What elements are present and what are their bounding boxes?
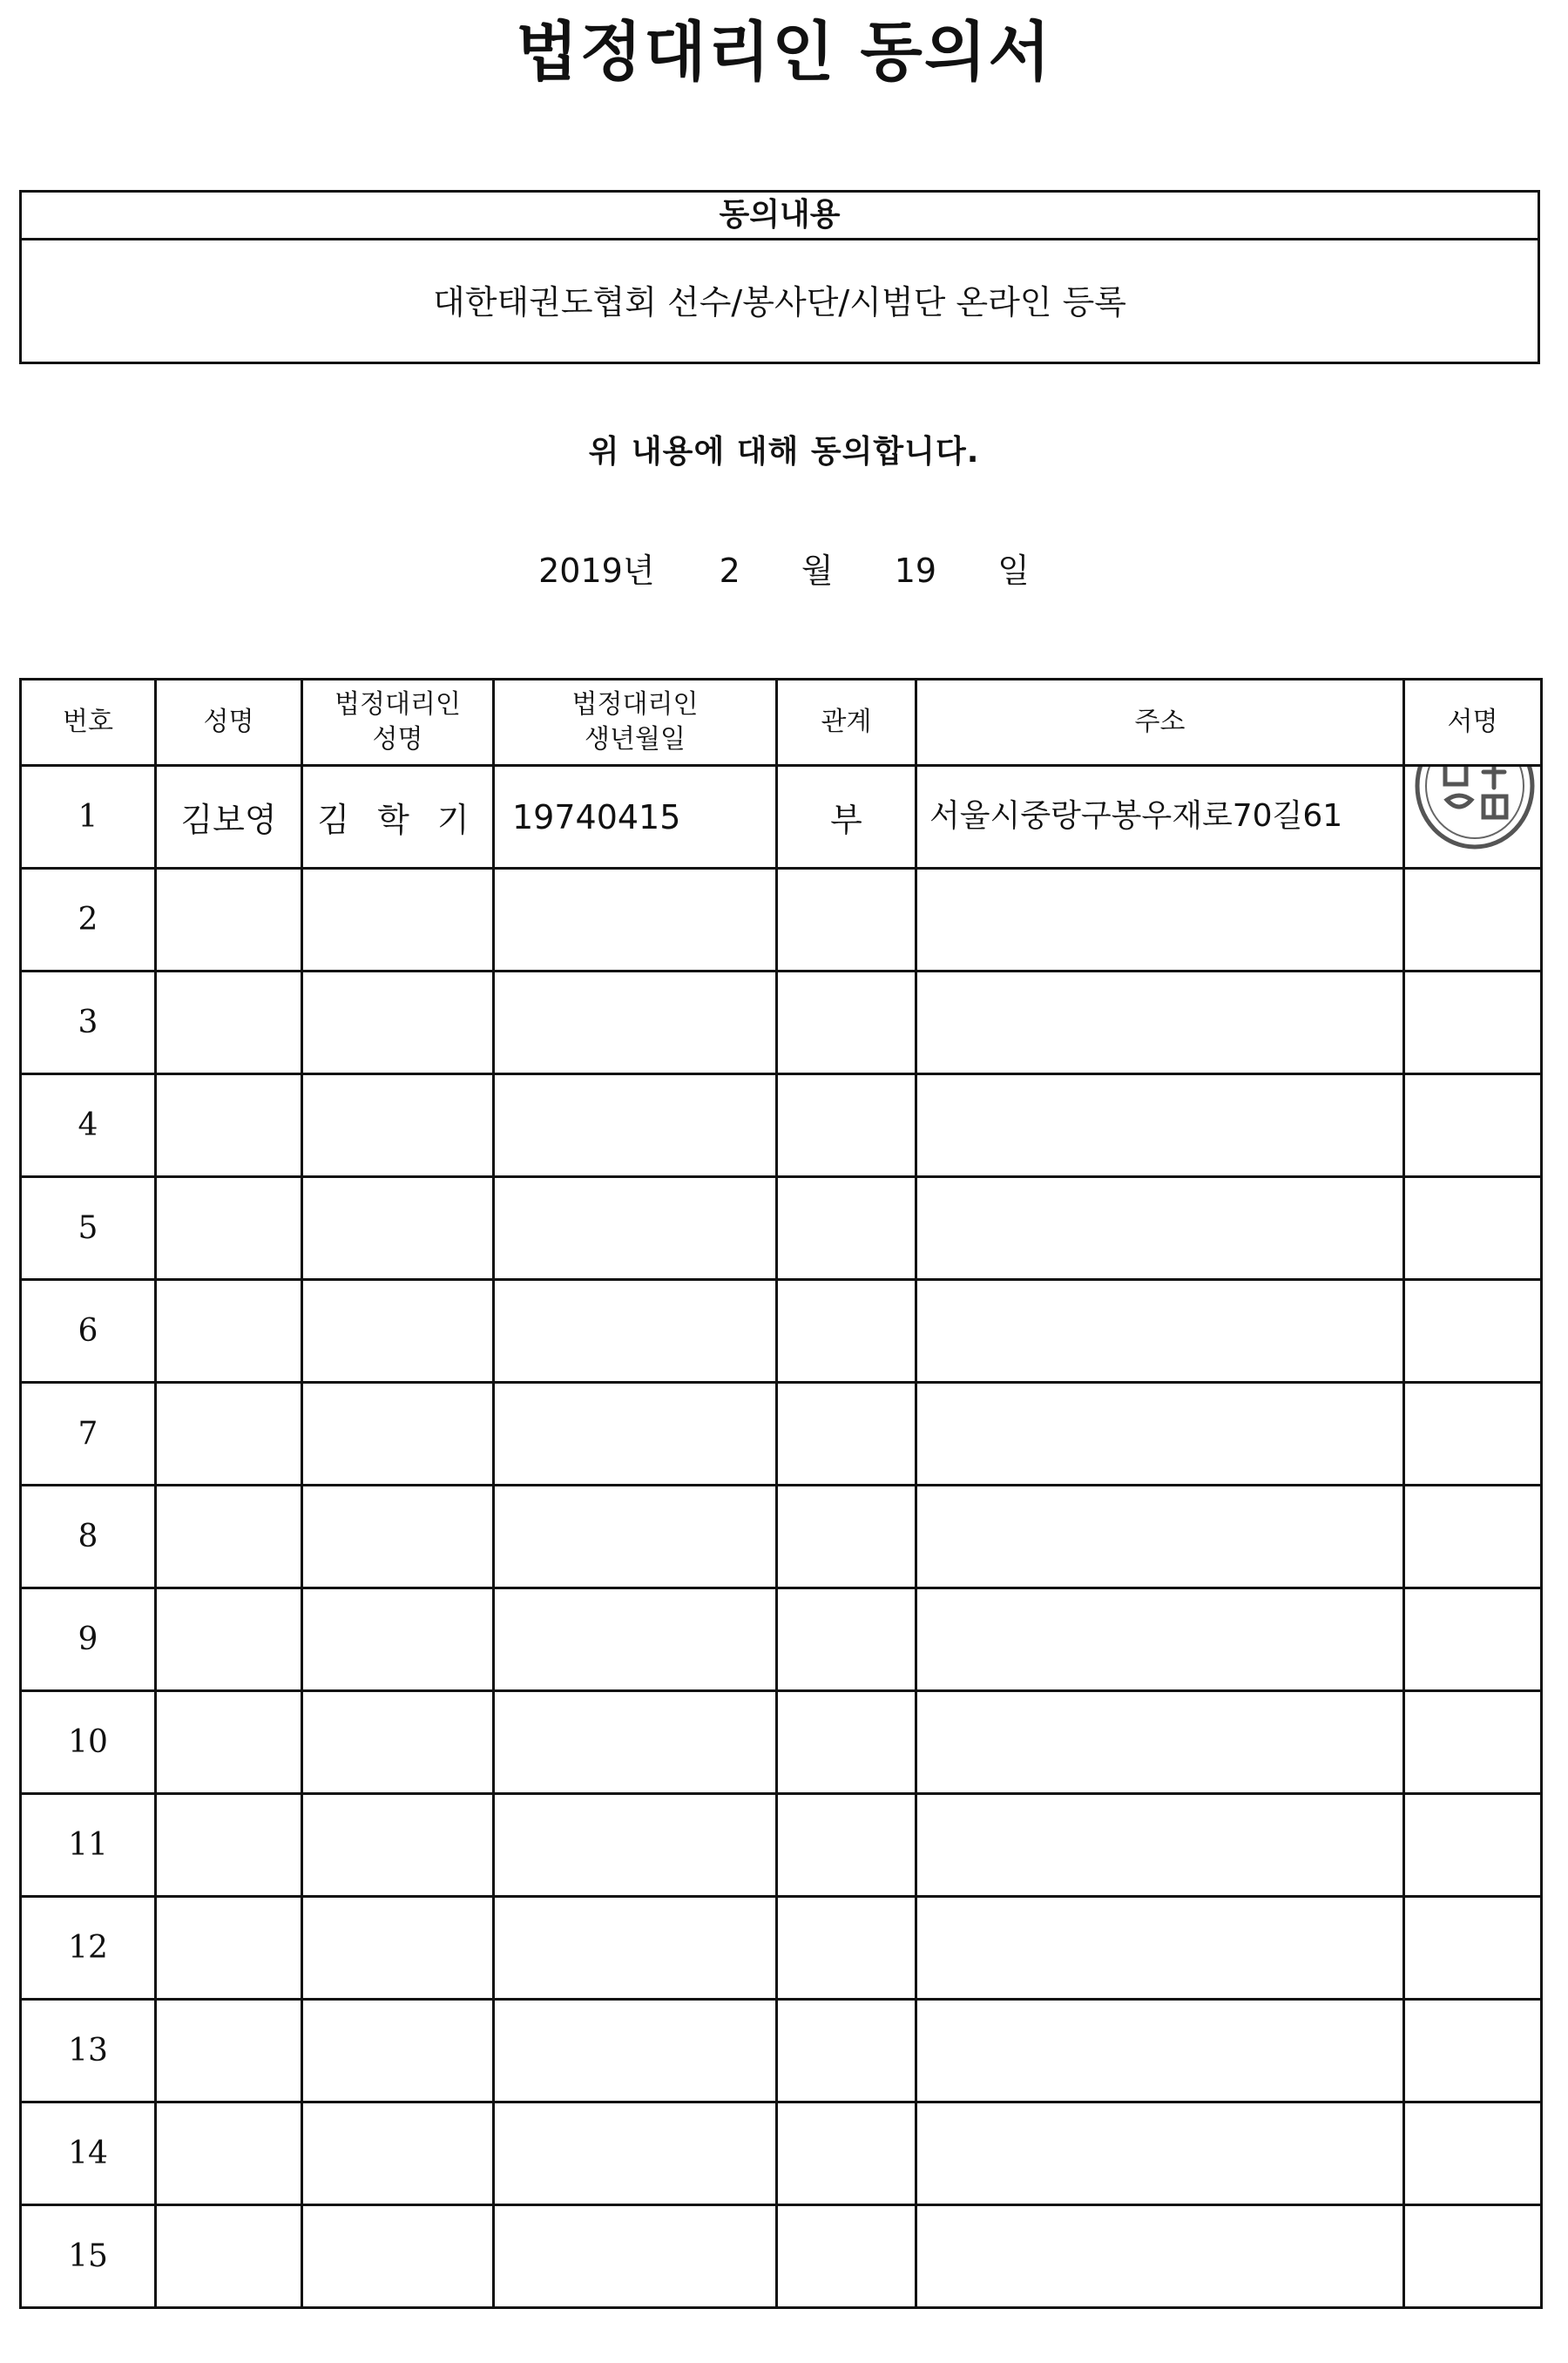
- cell-guardian-name: [302, 1897, 494, 2000]
- cell-guardian-birth: [494, 2000, 777, 2102]
- cell-signature: [1404, 1074, 1542, 1177]
- cell-guardian-name: [302, 2205, 494, 2308]
- cell-relation: [777, 972, 916, 1074]
- table-header-row: [21, 680, 1542, 766]
- cell-signature: [1404, 1794, 1542, 1897]
- guardian-roster-table: [19, 678, 1543, 2309]
- cell-relation: [777, 2000, 916, 2102]
- cell-no: 1: [21, 766, 156, 869]
- cell-address: [916, 1691, 1404, 1794]
- cell-name: [156, 1486, 302, 1588]
- table-row: [21, 2000, 1542, 2102]
- cell-signature: [1404, 1588, 1542, 1691]
- cell-signature: [1404, 972, 1542, 1074]
- cell-address: [916, 2102, 1404, 2205]
- table-row: [21, 1383, 1542, 1486]
- header-guardian-birth-line2: 생년월일: [585, 724, 686, 755]
- cell-guardian-name: [302, 2000, 494, 2102]
- cell-address: 서울시중랑구봉우재로70길61: [916, 766, 1404, 869]
- cell-no: 14: [21, 2102, 156, 2205]
- cell-signature: [1404, 1897, 1542, 2000]
- cell-guardian-name: [302, 1177, 494, 1280]
- table-row: [21, 2102, 1542, 2205]
- cell-no: 15: [21, 2205, 156, 2308]
- cell-guardian-birth: 19740415: [494, 766, 777, 869]
- cell-guardian-name: [302, 2102, 494, 2205]
- cell-signature: [1404, 1691, 1542, 1794]
- cell-guardian-name: [302, 1691, 494, 1794]
- cell-no: 13: [21, 2000, 156, 2102]
- table-row: [21, 1691, 1542, 1794]
- cell-address: [916, 869, 1404, 972]
- consent-header: 동의내용: [22, 193, 1538, 240]
- header-no: 번호: [21, 680, 156, 766]
- cell-relation: [777, 869, 916, 972]
- cell-no: 12: [21, 1897, 156, 2000]
- header-guardian-birth-line1: 법정대리인: [571, 688, 699, 720]
- table-row: [21, 1794, 1542, 1897]
- date-year: 2019년: [538, 552, 655, 590]
- cell-relation: [777, 1486, 916, 1588]
- cell-signature: [1404, 766, 1542, 869]
- cell-signature: [1404, 1486, 1542, 1588]
- cell-relation: [777, 1897, 916, 2000]
- header-guardian-name-line2: 성명: [372, 724, 423, 755]
- cell-guardian-birth: [494, 1794, 777, 1897]
- cell-guardian-birth: [494, 1486, 777, 1588]
- cell-no: 2: [21, 869, 156, 972]
- cell-guardian-birth: [494, 1588, 777, 1691]
- cell-guardian-birth: [494, 2205, 777, 2308]
- cell-guardian-name: [302, 1588, 494, 1691]
- cell-guardian-name: [302, 1383, 494, 1486]
- cell-relation: [777, 1794, 916, 1897]
- cell-name: [156, 1794, 302, 1897]
- cell-guardian-name: [302, 1280, 494, 1383]
- header-name: 성명: [156, 680, 302, 766]
- document-title: 법정대리인 동의서: [516, 15, 1052, 90]
- cell-relation: [777, 2205, 916, 2308]
- date-line: [0, 544, 1568, 592]
- cell-guardian-name: [302, 1794, 494, 1897]
- cell-address: [916, 1794, 1404, 1897]
- cell-guardian-name: [302, 1074, 494, 1177]
- date-day-unit: 일: [997, 552, 1030, 590]
- cell-signature: [1404, 869, 1542, 972]
- cell-address: [916, 972, 1404, 1074]
- cell-signature: [1404, 2205, 1542, 2308]
- cell-name: [156, 1588, 302, 1691]
- cell-no: 6: [21, 1280, 156, 1383]
- table-row: [21, 1074, 1542, 1177]
- cell-signature: [1404, 1177, 1542, 1280]
- table-row: [21, 1280, 1542, 1383]
- cell-signature: [1404, 1280, 1542, 1383]
- cell-no: 3: [21, 972, 156, 1074]
- cell-guardian-birth: [494, 1074, 777, 1177]
- date-month-unit: 월: [801, 552, 834, 590]
- header-relation: 관계: [777, 680, 916, 766]
- cell-signature: [1404, 2102, 1542, 2205]
- cell-name: [156, 1177, 302, 1280]
- cell-address: [916, 2205, 1404, 2308]
- cell-guardian-birth: [494, 972, 777, 1074]
- cell-guardian-birth: [494, 1177, 777, 1280]
- cell-no: 11: [21, 1794, 156, 1897]
- cell-relation: [777, 1074, 916, 1177]
- table-row: [21, 1486, 1542, 1588]
- cell-name: [156, 2205, 302, 2308]
- header-signature: 서명: [1404, 680, 1542, 766]
- cell-relation: [777, 1691, 916, 1794]
- table-row: [21, 1897, 1542, 2000]
- cell-name: [156, 1074, 302, 1177]
- cell-no: 9: [21, 1588, 156, 1691]
- cell-name: [156, 869, 302, 972]
- header-guardian-name-line1: 법정대리인: [335, 688, 461, 720]
- consent-box: [19, 190, 1540, 364]
- cell-relation: [777, 1280, 916, 1383]
- cell-no: 10: [21, 1691, 156, 1794]
- cell-address: [916, 1280, 1404, 1383]
- cell-no: 4: [21, 1074, 156, 1177]
- table-row: [21, 1588, 1542, 1691]
- table-row: [21, 1177, 1542, 1280]
- date-day: 19: [894, 552, 937, 590]
- cell-relation: [777, 2102, 916, 2205]
- cell-name: [156, 1691, 302, 1794]
- cell-name: 김보영: [156, 766, 302, 869]
- table-row: [21, 2205, 1542, 2308]
- cell-guardian-name: 김 학 기: [302, 766, 494, 869]
- cell-guardian-birth: [494, 1897, 777, 2000]
- cell-name: [156, 972, 302, 1074]
- cell-name: [156, 1280, 302, 1383]
- cell-name: [156, 2102, 302, 2205]
- table-row: [21, 869, 1542, 972]
- cell-guardian-name: [302, 972, 494, 1074]
- cell-signature: [1404, 1383, 1542, 1486]
- cell-relation: [777, 1588, 916, 1691]
- consent-content: 대한태권도협회 선수/봉사단/시범단 온라인 등록: [432, 283, 1126, 322]
- cell-relation: 부: [777, 766, 916, 869]
- cell-guardian-name: [302, 1486, 494, 1588]
- seal-stamp-icon: [1410, 766, 1541, 855]
- table-row: [21, 766, 1542, 869]
- cell-guardian-birth: [494, 1280, 777, 1383]
- cell-relation: [777, 1383, 916, 1486]
- cell-guardian-birth: [494, 1383, 777, 1486]
- agreement-statement: 위 내용에 대해 동의합니다.: [588, 434, 980, 470]
- cell-no: 5: [21, 1177, 156, 1280]
- cell-guardian-birth: [494, 869, 777, 972]
- cell-signature: [1404, 2000, 1542, 2102]
- header-guardian-birth: [494, 680, 777, 766]
- cell-address: [916, 1588, 1404, 1691]
- cell-address: [916, 2000, 1404, 2102]
- cell-name: [156, 1897, 302, 2000]
- header-address: 주소: [916, 680, 1404, 766]
- cell-no: 7: [21, 1383, 156, 1486]
- cell-address: [916, 1074, 1404, 1177]
- cell-guardian-birth: [494, 1691, 777, 1794]
- cell-relation: [777, 1177, 916, 1280]
- header-guardian-name: [302, 680, 494, 766]
- cell-address: [916, 1177, 1404, 1280]
- cell-no: 8: [21, 1486, 156, 1588]
- cell-address: [916, 1383, 1404, 1486]
- cell-name: [156, 1383, 302, 1486]
- date-month: 2: [719, 552, 740, 590]
- cell-guardian-name: [302, 869, 494, 972]
- table-row: [21, 972, 1542, 1074]
- cell-address: [916, 1486, 1404, 1588]
- cell-name: [156, 2000, 302, 2102]
- cell-address: [916, 1897, 1404, 2000]
- cell-guardian-birth: [494, 2102, 777, 2205]
